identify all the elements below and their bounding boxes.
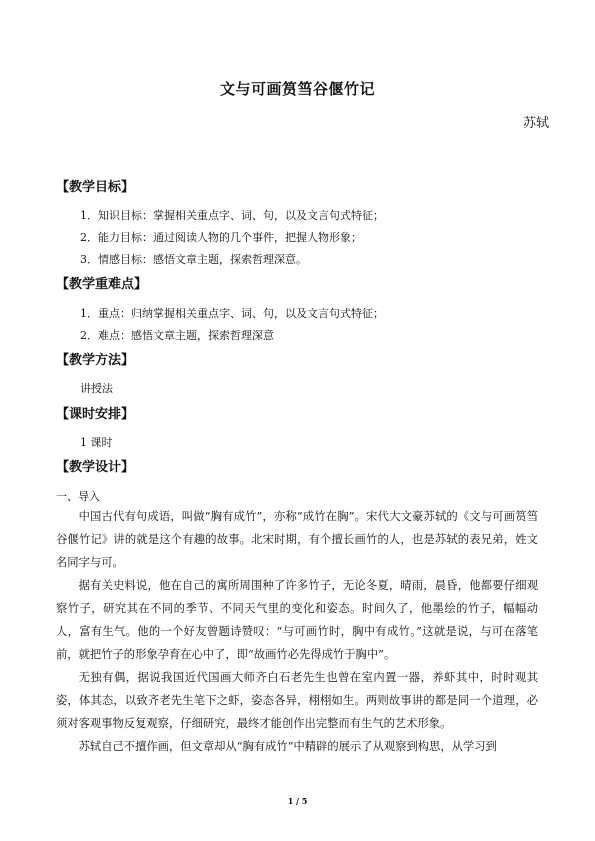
- paragraph: 无独有偶，据说我国近代国画大师齐白石老先生也曾在室内置一器，养虾其中，时时观其姿，体其态，以致齐老先生笔下之虾，姿态各异，栩栩如生。两则故事讲的都是同一个道理，必须对客观事物反复观察，仔细研究，最终才能创作出完整而有生气的艺术形象。: [56, 671, 538, 730]
- schedule-content: 1 课时: [80, 436, 113, 449]
- paragraph: 据有关史料说，他在自己的寓所周围种了许多竹子，无论冬夏，晴雨，晨昏，他都要仔细观察竹子，研究其在不同的季节、不同天气里的变化和姿态。时间久了，他墨绘的竹子，幅幅动人，富有生气。他的一个好友曾题诗赞叹：“与可画竹时，胸中有成竹。”这就是说，与可在落笔前，就把竹子的形象孕育在心中了，即“故画竹必先得成竹于胸中”。: [56, 579, 538, 661]
- objective-item: 3．情感目标：感悟文章主题，探索哲理深意。: [80, 253, 307, 266]
- paragraph: 苏轼自己不擅作画，但文章却从“胸有成竹”中精辟的展示了从观察到构思，从学习到: [78, 740, 497, 753]
- section-heading-design: 【教学设计】: [56, 460, 135, 475]
- key-point-item: 2．难点：感悟文章主题，探索哲理深意: [80, 329, 274, 342]
- page-number: 1 / 5: [287, 796, 308, 806]
- document-title: 文与可画筼筜谷偃竹记: [219, 80, 375, 98]
- key-point-item: 1．重点：归纳掌握相关重点字、词、句，以及文言句式特征；: [80, 307, 384, 320]
- design-subheading: 一、导入: [56, 490, 100, 503]
- section-heading-key-points: 【教学重难点】: [56, 277, 148, 292]
- paragraph: 中国古代有句成语，叫做“胸有成竹”，亦称“成竹在胸”。宋代大文豪苏轼的《文与可画筼筜谷偃竹记》讲的就是这个有趣的故事。北宋时期，有个擅长画竹的人，也是苏轼的表兄弟，姓文名同字与可。: [56, 510, 538, 569]
- objective-item: 1．知识目标：掌握相关重点字、词、句，以及文言句式特征；: [80, 209, 384, 222]
- objective-item: 2．能力目标：通过阅读人物的几个事件，把握人物形象；: [80, 231, 362, 244]
- section-heading-objectives: 【教学目标】: [56, 180, 135, 195]
- document-author: 苏轼: [522, 116, 549, 131]
- section-heading-schedule: 【课时安排】: [56, 407, 135, 422]
- method-content: 讲授法: [80, 382, 113, 395]
- section-heading-method: 【教学方法】: [56, 353, 135, 368]
